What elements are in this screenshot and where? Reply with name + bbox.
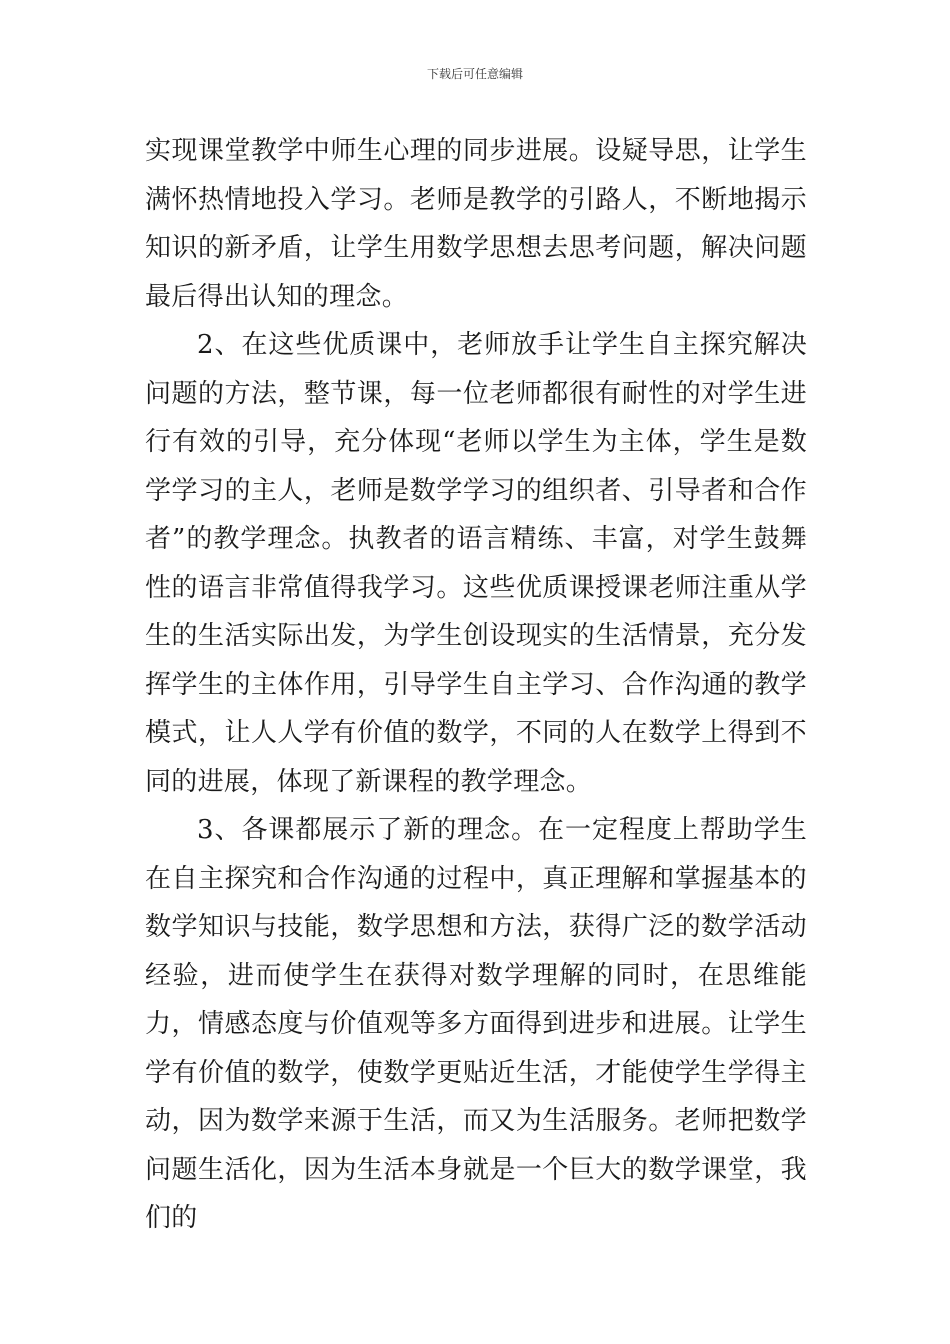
paragraph-point-3: 3、各课都展示了新的理念。在一定程度上帮助学生在自主探究和合作沟通的过程中，真正理解和掌握基本的数学知识与技能，数学思想和方法，获得广泛的数学活动经验，进而使学生在获得对数学理解的同时，在思维能力，情感态度与价值观等多方面得到进步和进展。让学生学有价值的数学，使数学更贴近生活，才能使学生学得主动，因为数学来源于生活，而又为生活服务。老师把数学问题生活化，因为生活本身就是一个巨大的数学课堂，我们的 [145, 815, 807, 1233]
document-body [145, 127, 807, 1243]
page-header: 下载后可任意编辑 [426, 67, 523, 81]
paragraph-continuation: 实现课堂教学中师生心理的同步进展。设疑导思，让学生满怀热情地投入学习。老师是教学的引路人，不断地揭示知识的新矛盾，让学生用数学思想去思考问题，解决问题最后得出认知的理念。 [145, 136, 807, 312]
paragraph-point-2: 2、在这些优质课中，老师放手让学生自主探究解决问题的方法，整节课，每一位老师都很有耐性的对学生进行有效的引导，充分体现“老师以学生为主体，学生是数学学习的主人，老师是数学学习的组织者、引导者和合作者”的教学理念。执教者的语言精练、丰富，对学生鼓舞性的语言非常值得我学习。这些优质课授课老师注重从学生的生活实际出发，为学生创设现实的生活情景，充分发挥学生的主体作用，引导学生自主学习、合作沟通的教学模式，让人人学有价值的数学，不同的人在数学上得到不同的进展，体现了新课程的教学理念。 [145, 330, 807, 797]
